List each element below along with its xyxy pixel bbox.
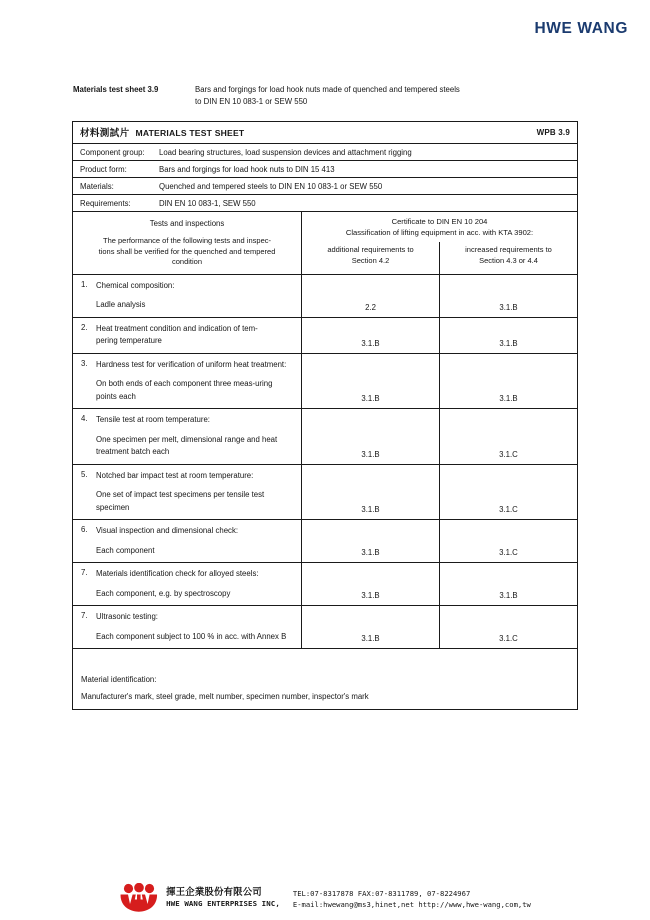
row-description [96, 606, 302, 648]
row-value-increased: 3.1.C [499, 548, 518, 557]
column-header-increased-line2: Section 4.3 or 4.4 [479, 255, 538, 265]
row-description-line1: Tensile test at room temperature: [96, 415, 210, 424]
row-value-additional: 3.1.B [302, 465, 440, 520]
meta-label-materials: Materials: [80, 181, 114, 191]
table-row [73, 354, 577, 410]
row-description [96, 318, 302, 353]
row-description-line2: Each component [96, 545, 155, 555]
row-value-increased: 3.1.C [499, 634, 518, 643]
column-header-increased-line1: increased requirements to [465, 245, 552, 254]
footer-company-names [166, 888, 280, 910]
column-header-tests-subtitle-line2: tions shall be verified for the quenched and tempered [98, 246, 276, 256]
column-header-additional-line2: Section 4.2 [351, 255, 390, 265]
row-value-increased: 3.1.B [499, 394, 518, 403]
row-description-line1: Chemical composition: [96, 280, 175, 290]
row-value-additional: 3.1.B [302, 318, 440, 353]
row-value-increased: 3.1.C [499, 449, 518, 459]
sheet-title-left [80, 125, 244, 139]
footer-contact-line1: TEL:07-8317878 FAX:07-8311789, 07-8224967 [292, 888, 471, 898]
row-description [96, 354, 302, 409]
column-header-additional-line1: additional requirements to [327, 245, 414, 254]
row-value-additional: 3.1.B [302, 354, 440, 409]
column-header-tests-inspections [73, 212, 302, 274]
row-number: 2. [81, 322, 88, 332]
row-value-increased: 3.1.B [499, 591, 518, 600]
footer-company-english: HWE WANG ENTERPRISES INC, [166, 899, 280, 908]
certificate-header-line1: Certificate to DIN EN 10 204 [391, 217, 488, 226]
row-value-increased: 3.1.B [499, 338, 518, 348]
column-header-tests-subtitle-line3: condition [171, 257, 203, 266]
meta-row-materials [73, 178, 577, 195]
footer-inner [119, 883, 531, 914]
row-number: 1. [81, 279, 88, 289]
meta-value-component-group: Load bearing structures, load suspension devices and attachment rigging [159, 147, 412, 157]
footer-company-chinese: 揮王企業股份有限公司 [166, 886, 262, 898]
meta-label-requirements: Requirements: [80, 198, 131, 208]
meta-value-product-form: Bars and forgings for load hook nuts to DIN 15 413 [159, 164, 335, 174]
row-description-line2: Each component subject to 100 % in acc. with Annex B [96, 631, 287, 641]
footer-contact-line2: E-mail:hwewang@ms3,hinet,net http://www,hwe-wang,com,tw [292, 899, 531, 909]
certificate-header-line2: Classification of lifting equipment in acc. with KTA 3902: [345, 227, 534, 237]
footer-contact-info [293, 888, 531, 910]
row-value-additional: 3.1.B [302, 520, 440, 562]
table-row [73, 275, 577, 318]
row-description-line2: One specimen per melt, dimensional range and heat treatment batch each [96, 434, 278, 456]
row-number: 5. [81, 469, 88, 479]
row-description [96, 275, 302, 317]
column-header-certificate [302, 212, 577, 274]
material-identification-block [73, 649, 577, 709]
row-description-line2: Ladle analysis [96, 300, 146, 309]
certificate-subcolumns [302, 242, 577, 274]
row-value-additional: 3.1.B [302, 409, 440, 464]
meta-row-product-form [73, 161, 577, 178]
meta-value-requirements: DIN EN 10 083-1, SEW 550 [159, 198, 256, 208]
brand-header: HWE WANG [534, 20, 628, 37]
row-description-line1: Hardness test for verification of uniform heat treatment: [96, 359, 287, 369]
row-description [96, 409, 302, 464]
column-header-tests-subtitle-line1: The performance of the following tests and inspec- [102, 236, 271, 245]
row-number: 7. [81, 568, 88, 577]
document-title-description-line2: to DIN EN 10 083-1 or SEW 550 [195, 96, 308, 106]
row-value-additional: 3.1.B [302, 563, 440, 605]
meta-row-component-group [73, 144, 577, 161]
row-number: 4. [81, 414, 88, 423]
row-description-line1: Visual inspection and dimensional check: [96, 526, 239, 535]
row-description-line1: Notched bar impact test at room temperature: [96, 470, 254, 480]
document-title-description [195, 84, 593, 107]
certificate-header-text [302, 212, 577, 242]
row-description [96, 465, 302, 520]
meta-value-materials: Quenched and tempered steels to DIN EN 10 083-1 or SEW 550 [159, 181, 383, 191]
row-value-additional: 3.1.B [302, 606, 440, 648]
table-row [73, 465, 577, 521]
sheet-title-english: MATERIALS TEST SHEET [135, 128, 245, 138]
row-value-additional: 2.2 [302, 275, 440, 317]
sheet-code-badge: WPB 3.9 [536, 127, 570, 137]
row-description-line2: One set of impact test specimens per tensile test specimen [96, 490, 265, 512]
row-number: 7. [81, 611, 88, 620]
meta-row-requirements [73, 195, 577, 212]
table-row [73, 606, 577, 649]
row-number: 3. [81, 358, 88, 368]
document-title-description-line1: Bars and forgings for load hook nuts made of quenched and tempered steels [195, 85, 460, 94]
sheet-title-chinese: 材料測試片 [80, 128, 130, 139]
material-identification-text: Manufacturer's mark, steel grade, melt number, specimen number, inspector's mark [81, 692, 369, 701]
page-footer [0, 883, 650, 914]
row-value-increased: 3.1.B [499, 302, 518, 312]
table-row [73, 318, 577, 354]
row-description-line2: On both ends of each component three meas-uring points each [96, 379, 273, 401]
meta-label-product-form: Product form: [80, 164, 127, 174]
row-description-line2: pering temperature [96, 336, 162, 345]
table-row [73, 520, 577, 563]
table-column-header [73, 212, 577, 275]
row-description [96, 563, 302, 605]
material-identification-label: Material identification: [81, 675, 157, 684]
materials-test-sheet-table [72, 121, 578, 710]
row-number: 6. [81, 525, 88, 534]
table-row [73, 563, 577, 606]
company-logo-icon [119, 883, 159, 914]
row-description-line1: Ultrasonic testing: [96, 612, 158, 621]
sheet-title-row [73, 122, 577, 144]
row-value-increased: 3.1.C [499, 505, 518, 514]
row-description-line1: Heat treatment condition and indication of tem- [96, 323, 258, 333]
meta-label-component-group: Component group: [80, 147, 145, 157]
column-header-increased-requirements [440, 242, 577, 274]
table-row [73, 409, 577, 465]
column-header-tests-subtitle [81, 236, 293, 268]
document-title-label: Materials test sheet 3.9 [73, 85, 159, 94]
row-description [96, 520, 302, 562]
row-description-line2: Each component, e.g. by spectroscopy [96, 588, 231, 598]
document-title-block [73, 84, 593, 107]
row-description-line1: Materials identification check for alloyed steels: [96, 569, 259, 578]
column-header-tests-title: Tests and inspections [149, 219, 225, 228]
column-header-additional-requirements [302, 242, 440, 274]
